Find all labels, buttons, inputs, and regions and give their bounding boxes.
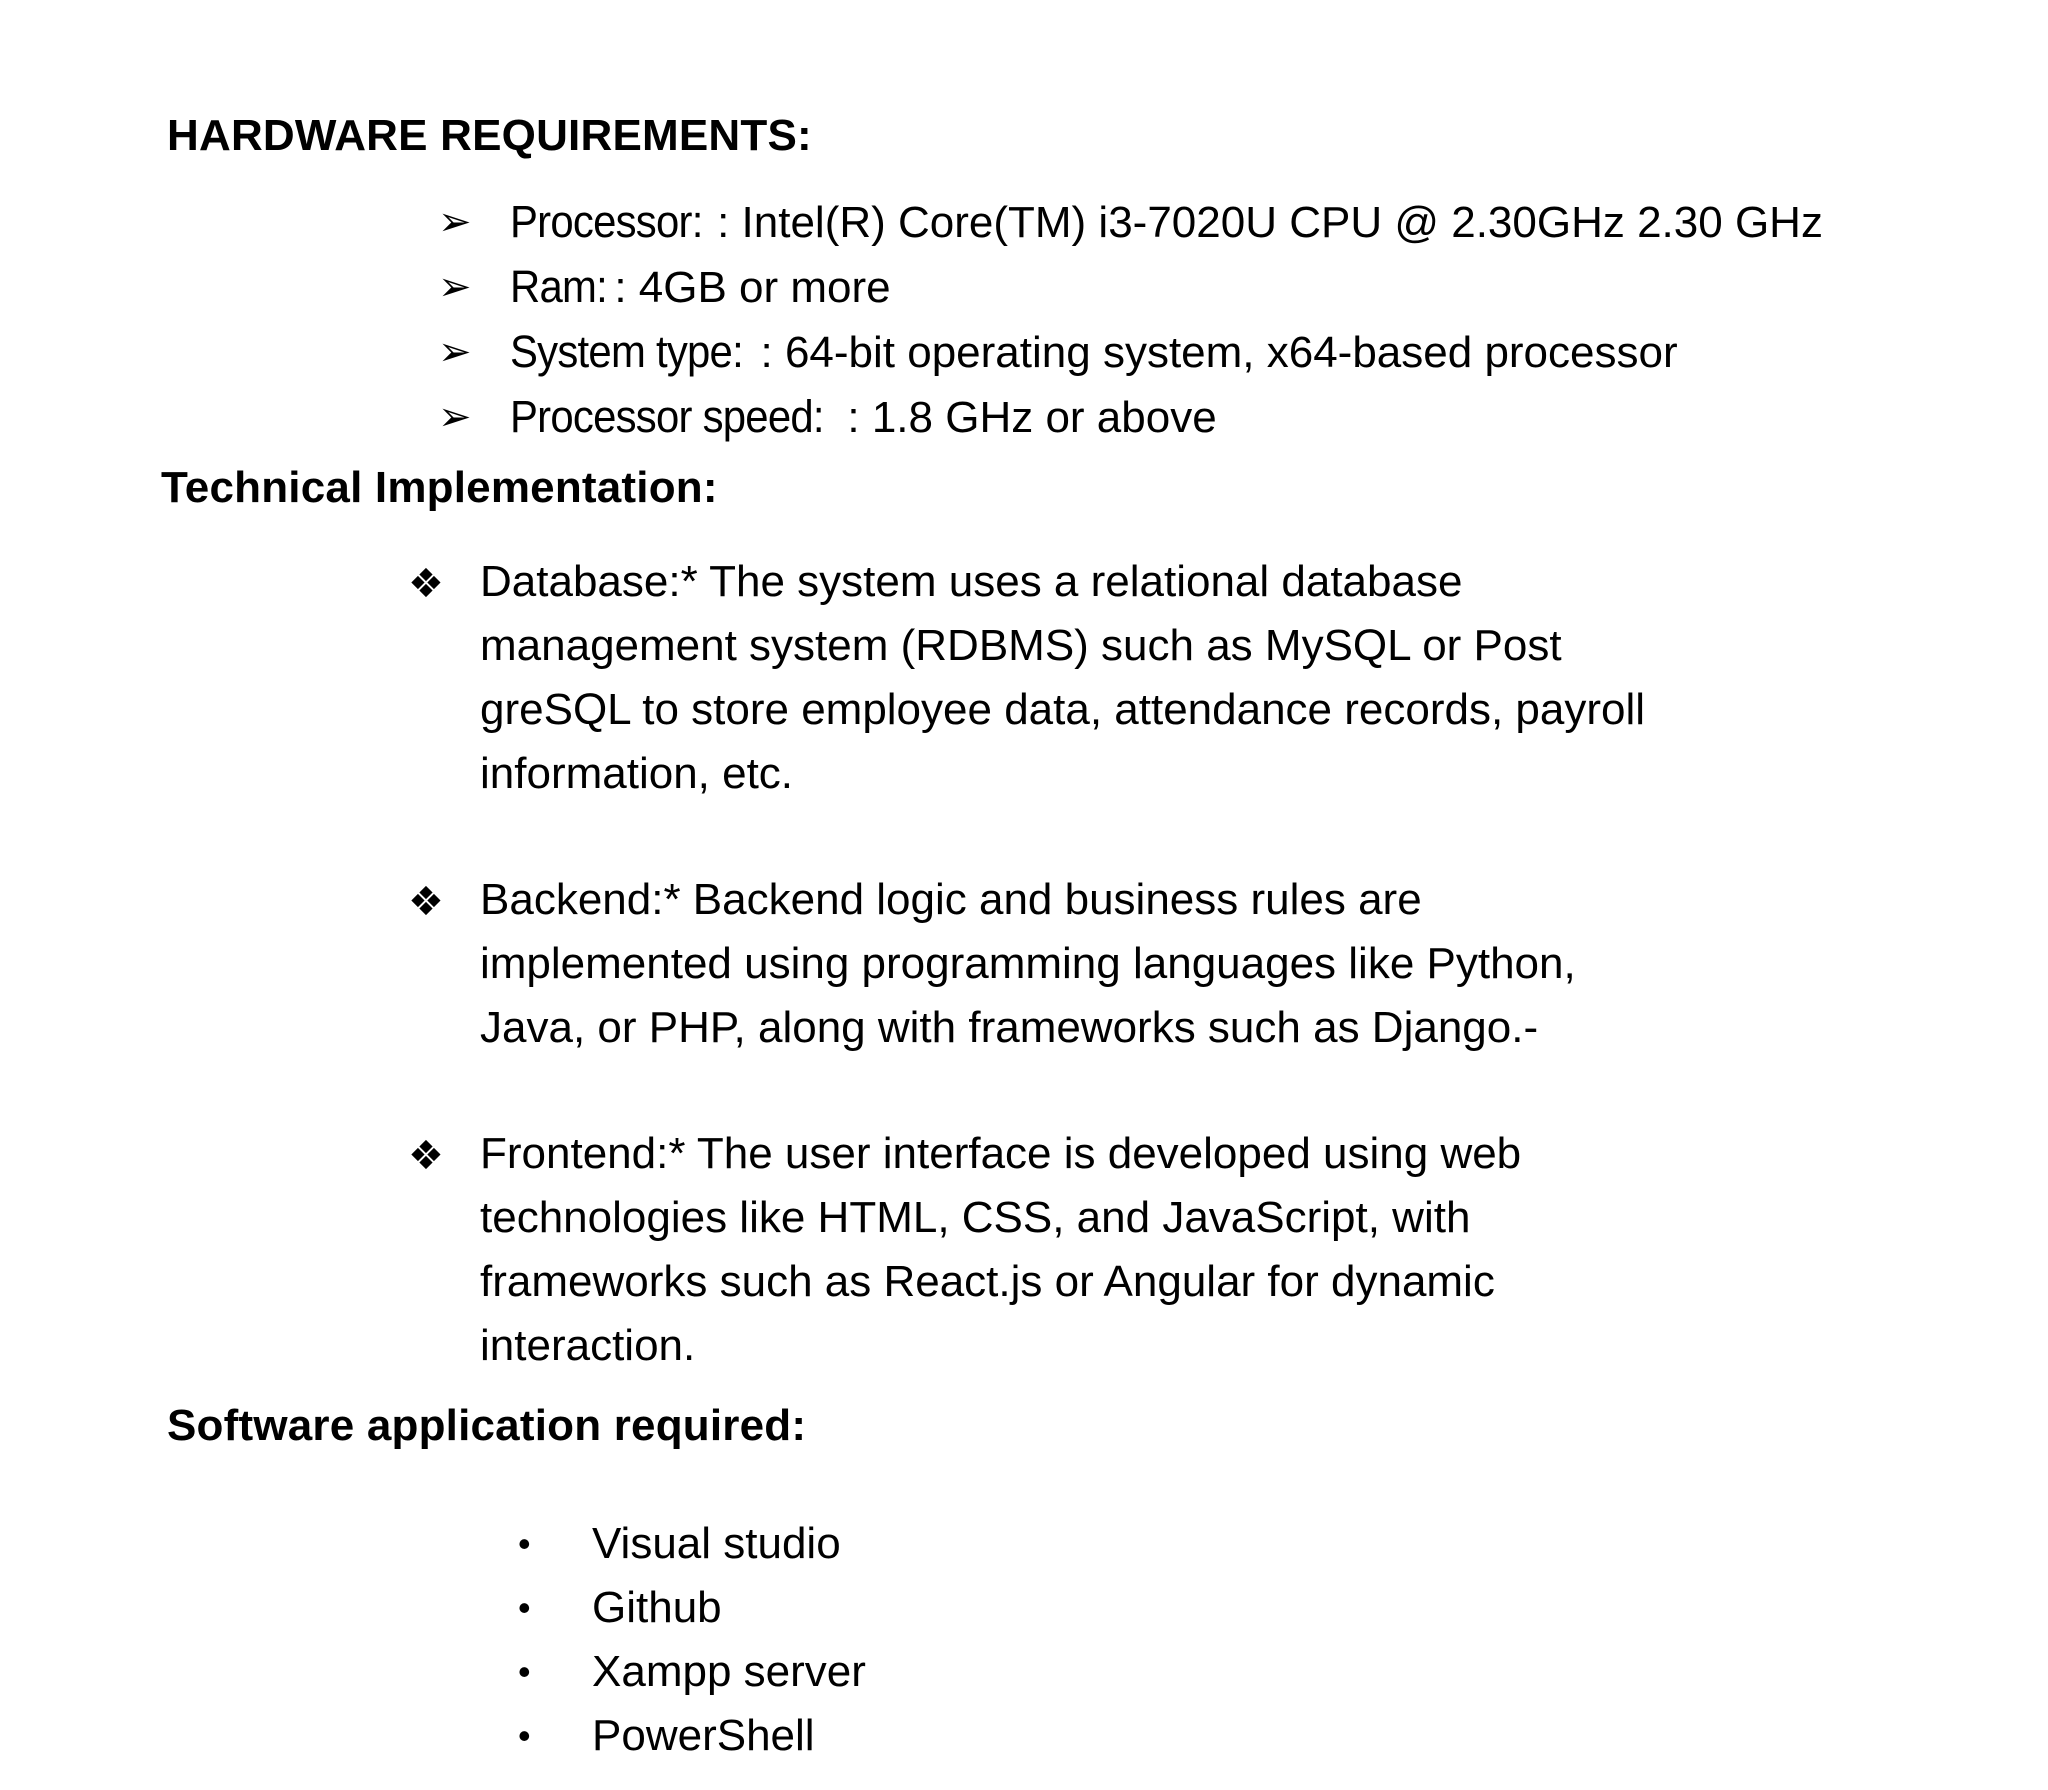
software-item-label: PowerShell (592, 1711, 815, 1760)
technical-item-backend (408, 868, 1808, 1060)
hardware-item-system-type (438, 320, 1823, 385)
dot-bullet-icon: • (518, 1523, 531, 1564)
hardware-item-label: Ram: (510, 261, 608, 312)
hardware-item-processor-speed (438, 385, 1823, 450)
software-item-label: Xampp server (592, 1647, 866, 1696)
technical-list (408, 550, 1808, 1378)
diamond-bullet-icon: ❖ (408, 1134, 444, 1178)
technical-item-database (408, 550, 1808, 806)
hardware-heading: HARDWARE REQUIREMENTS: (167, 111, 812, 160)
software-item-powershell (518, 1704, 866, 1768)
hardware-item-value: : 4GB or more (614, 263, 891, 312)
diamond-bullet-icon: ❖ (408, 880, 444, 924)
software-item-label: Github (592, 1583, 722, 1632)
technical-item-frontend (408, 1122, 1808, 1378)
arrow-bullet-icon: ➢ (438, 265, 472, 309)
dot-bullet-icon: • (518, 1587, 531, 1628)
technical-item-line: technologies like HTML, CSS, and JavaScript, with (480, 1193, 1471, 1242)
software-heading: Software application required: (167, 1401, 807, 1450)
dot-bullet-icon: • (518, 1651, 531, 1692)
software-item-visual-studio (518, 1512, 866, 1576)
diamond-bullet-icon: ❖ (408, 562, 444, 606)
hardware-item-ram (438, 255, 1823, 320)
hardware-item-label: Processor: (510, 196, 703, 247)
technical-item-line: Backend:* Backend logic and business rules are (480, 875, 1422, 924)
software-item-xampp-server (518, 1640, 866, 1704)
arrow-bullet-icon: ➢ (438, 395, 472, 439)
technical-item-line: Frontend:* The user interface is developed using web (480, 1129, 1522, 1178)
hardware-item-value: : 1.8 GHz or above (847, 393, 1217, 442)
arrow-bullet-icon: ➢ (438, 330, 472, 374)
hardware-item-value: : 64-bit operating system, x64-based processor (760, 328, 1678, 377)
software-item-label: Visual studio (592, 1519, 841, 1568)
hardware-item-value: : Intel(R) Core(TM) i3-7020U CPU @ 2.30GHz 2.30 GHz (717, 198, 1823, 247)
technical-item-line: implemented using programming languages like Python, (480, 939, 1576, 988)
dot-bullet-icon: • (518, 1715, 531, 1756)
technical-item-line: frameworks such as React.js or Angular for dynamic (480, 1257, 1495, 1306)
technical-heading: Technical Implementation: (161, 463, 718, 512)
technical-item-line: greSQL to store employee data, attendance records, payroll (480, 685, 1646, 734)
hardware-item-label: System type: (510, 326, 743, 377)
technical-item-line: Database:* The system uses a relational database (480, 557, 1463, 606)
hardware-list (438, 190, 1823, 450)
technical-item-line: information, etc. (480, 749, 794, 798)
technical-item-line: management system (RDBMS) such as MySQL or Post (480, 621, 1562, 670)
hardware-item-label: Processor speed: (510, 391, 824, 442)
software-list (518, 1512, 866, 1768)
software-item-github (518, 1576, 866, 1640)
technical-item-line: Java, or PHP, along with frameworks such as Django.- (480, 1003, 1539, 1052)
arrow-bullet-icon: ➢ (438, 200, 472, 244)
technical-item-line: interaction. (480, 1321, 696, 1370)
hardware-item-processor (438, 190, 1823, 255)
